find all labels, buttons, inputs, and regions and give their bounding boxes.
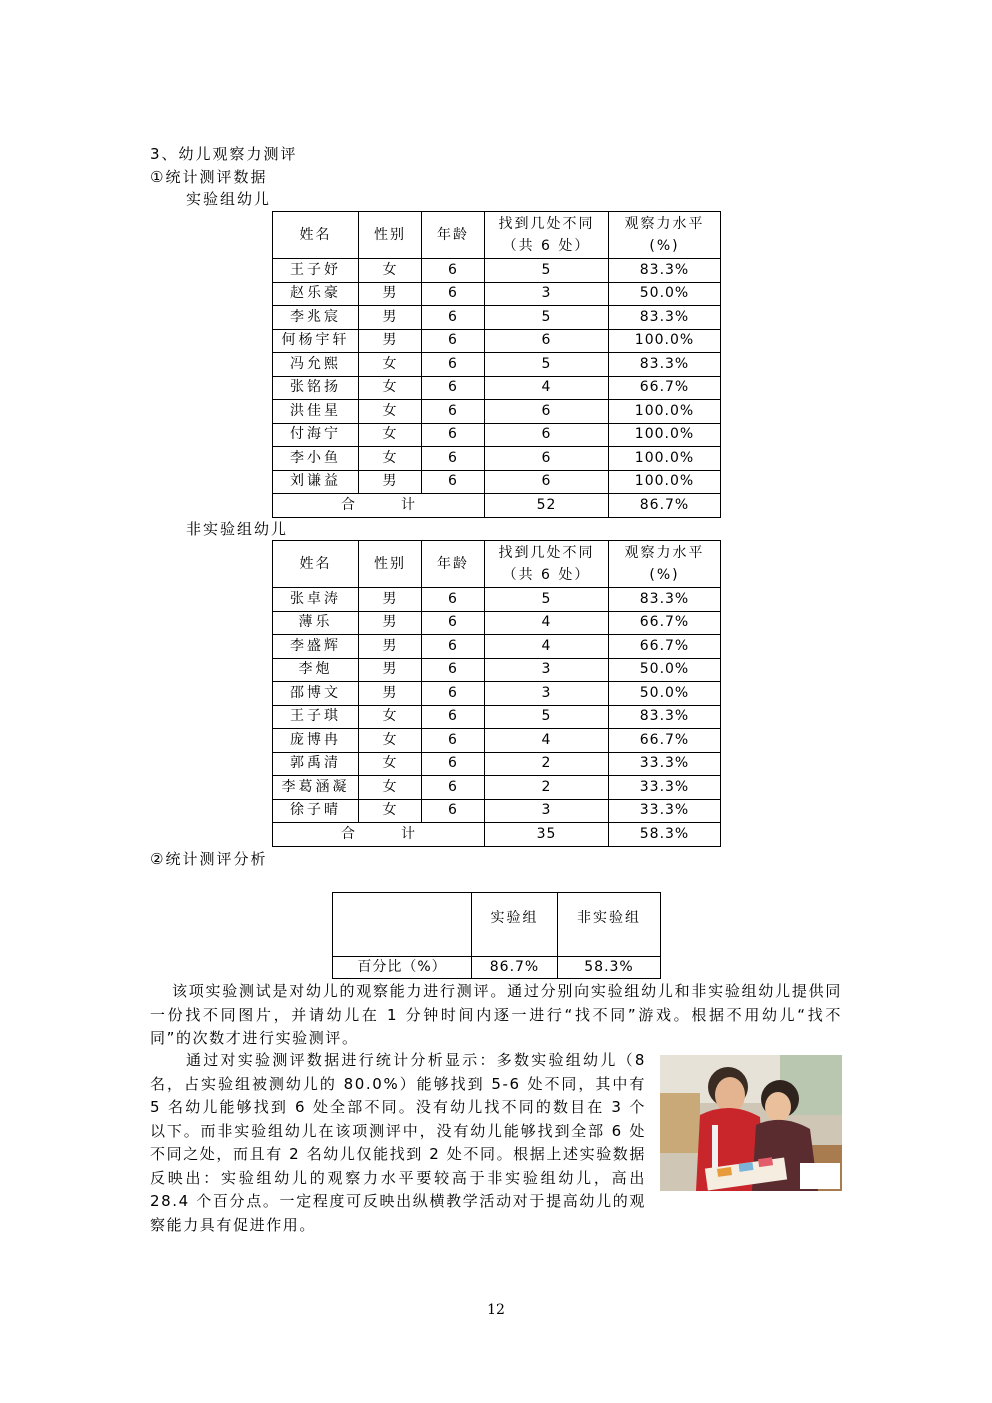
header-found: 找到几处不同 （共 6 处） bbox=[485, 541, 609, 588]
cell-name: 张铭扬 bbox=[273, 376, 359, 400]
cell-name: 何杨宇轩 bbox=[273, 329, 359, 353]
table-row bbox=[273, 259, 721, 283]
header-found: 找到几处不同 （共 6 处） bbox=[485, 212, 609, 259]
header-level: 观察力水平 (%) bbox=[609, 212, 721, 259]
cell-age: 6 bbox=[422, 282, 485, 306]
cell-gender: 女 bbox=[359, 729, 422, 753]
cell-found: 5 bbox=[485, 259, 609, 283]
sub-heading-data: ①统计测评数据 bbox=[150, 168, 268, 186]
summary-row-label: 百分比（%） bbox=[333, 957, 472, 979]
cell-name: 邵博文 bbox=[273, 682, 359, 706]
cell-gender: 男 bbox=[359, 306, 422, 330]
summary-value-experimental: 86.7% bbox=[472, 957, 558, 979]
cell-level: 66.7% bbox=[609, 376, 721, 400]
cell-name: 李葛涵凝 bbox=[273, 776, 359, 800]
cell-level: 50.0% bbox=[609, 282, 721, 306]
cell-age: 6 bbox=[422, 776, 485, 800]
table-row bbox=[273, 682, 721, 706]
table-row bbox=[273, 400, 721, 424]
cell-gender: 女 bbox=[359, 423, 422, 447]
table-row bbox=[273, 752, 721, 776]
cell-gender: 女 bbox=[359, 259, 422, 283]
total-level: 58.3% bbox=[609, 823, 721, 847]
table-row bbox=[273, 329, 721, 353]
cell-age: 6 bbox=[422, 423, 485, 447]
experimental-group-table bbox=[272, 211, 721, 518]
cell-found: 6 bbox=[485, 400, 609, 424]
cell-found: 2 bbox=[485, 752, 609, 776]
cell-found: 2 bbox=[485, 776, 609, 800]
header-name: 姓名 bbox=[273, 541, 359, 588]
table-row bbox=[273, 729, 721, 753]
table-row bbox=[273, 799, 721, 823]
cell-gender: 男 bbox=[359, 588, 422, 612]
table-row bbox=[273, 658, 721, 682]
cell-level: 100.0% bbox=[609, 400, 721, 424]
cell-level: 66.7% bbox=[609, 611, 721, 635]
cell-gender: 男 bbox=[359, 658, 422, 682]
cell-name: 付海宁 bbox=[273, 423, 359, 447]
cell-level: 83.3% bbox=[609, 259, 721, 283]
cell-level: 66.7% bbox=[609, 729, 721, 753]
table-row bbox=[273, 705, 721, 729]
cell-name: 王子琪 bbox=[273, 705, 359, 729]
summary-table bbox=[332, 892, 661, 979]
summary-header-experimental: 实验组 bbox=[472, 893, 558, 957]
cell-found: 3 bbox=[485, 282, 609, 306]
cell-name: 李炮 bbox=[273, 658, 359, 682]
header-gender: 性别 bbox=[359, 212, 422, 259]
section-heading: 3、幼儿观察力测评 bbox=[150, 145, 298, 163]
cell-gender: 男 bbox=[359, 635, 422, 659]
table-header-row bbox=[273, 212, 721, 259]
cell-name: 张卓涛 bbox=[273, 588, 359, 612]
classroom-photo bbox=[660, 1055, 842, 1191]
cell-age: 6 bbox=[422, 799, 485, 823]
total-label: 合 计 bbox=[273, 823, 485, 847]
cell-found: 5 bbox=[485, 705, 609, 729]
header-age: 年龄 bbox=[422, 541, 485, 588]
cell-age: 6 bbox=[422, 353, 485, 377]
total-label: 合 计 bbox=[273, 494, 485, 518]
cell-level: 100.0% bbox=[609, 470, 721, 494]
summary-value-control: 58.3% bbox=[558, 957, 661, 979]
cell-level: 83.3% bbox=[609, 588, 721, 612]
cell-found: 6 bbox=[485, 447, 609, 471]
cell-found: 4 bbox=[485, 611, 609, 635]
cell-gender: 女 bbox=[359, 799, 422, 823]
table-row bbox=[273, 353, 721, 377]
cell-name: 李小鱼 bbox=[273, 447, 359, 471]
cell-level: 83.3% bbox=[609, 705, 721, 729]
cell-level: 50.0% bbox=[609, 658, 721, 682]
table-row bbox=[273, 306, 721, 330]
paragraph-intro: 该项实验测试是对幼儿的观察能力进行测评。通过分别向实验组幼儿和非实验组幼儿提供同一份找不同图片，并请幼儿在 1 分钟时间内逐一进行“找不同”游戏。根据不用幼儿“找不同”的次数才进行实验测评。 bbox=[150, 982, 842, 1047]
cell-age: 6 bbox=[422, 470, 485, 494]
cell-level: 50.0% bbox=[609, 682, 721, 706]
cell-level: 100.0% bbox=[609, 423, 721, 447]
cell-found: 6 bbox=[485, 423, 609, 447]
cell-found: 6 bbox=[485, 470, 609, 494]
cell-name: 薄乐 bbox=[273, 611, 359, 635]
cell-age: 6 bbox=[422, 752, 485, 776]
cell-name: 刘谦益 bbox=[273, 470, 359, 494]
cell-name: 徐子晴 bbox=[273, 799, 359, 823]
cell-name: 李兆宸 bbox=[273, 306, 359, 330]
cell-level: 83.3% bbox=[609, 306, 721, 330]
table-row bbox=[273, 423, 721, 447]
total-found: 52 bbox=[485, 494, 609, 518]
cell-name: 冯允熙 bbox=[273, 353, 359, 377]
cell-found: 6 bbox=[485, 329, 609, 353]
cell-level: 33.3% bbox=[609, 752, 721, 776]
cell-gender: 男 bbox=[359, 470, 422, 494]
cell-found: 4 bbox=[485, 729, 609, 753]
total-found: 35 bbox=[485, 823, 609, 847]
group-label-experimental: 实验组幼儿 bbox=[186, 190, 272, 208]
classroom-photo-drawing bbox=[660, 1055, 842, 1191]
cell-gender: 女 bbox=[359, 447, 422, 471]
cell-age: 6 bbox=[422, 400, 485, 424]
cell-name: 庞博冉 bbox=[273, 729, 359, 753]
header-level: 观察力水平 (%) bbox=[609, 541, 721, 588]
cell-found: 3 bbox=[485, 799, 609, 823]
cell-level: 33.3% bbox=[609, 799, 721, 823]
cell-gender: 女 bbox=[359, 400, 422, 424]
summary-header-control: 非实验组 bbox=[558, 893, 661, 957]
cell-name: 赵乐豪 bbox=[273, 282, 359, 306]
cell-age: 6 bbox=[422, 376, 485, 400]
cell-level: 33.3% bbox=[609, 776, 721, 800]
cell-name: 郭禹清 bbox=[273, 752, 359, 776]
table-row bbox=[273, 376, 721, 400]
total-level: 86.7% bbox=[609, 494, 721, 518]
group-label-control: 非实验组幼儿 bbox=[186, 520, 289, 538]
cell-level: 83.3% bbox=[609, 353, 721, 377]
cell-name: 王子妤 bbox=[273, 259, 359, 283]
cell-level: 100.0% bbox=[609, 447, 721, 471]
cell-age: 6 bbox=[422, 611, 485, 635]
cell-name: 洪佳星 bbox=[273, 400, 359, 424]
page-number: 12 bbox=[487, 1302, 505, 1318]
table-row bbox=[273, 447, 721, 471]
sub-heading-analysis: ②统计测评分析 bbox=[150, 850, 268, 868]
cell-found: 4 bbox=[485, 376, 609, 400]
table-row bbox=[273, 635, 721, 659]
header-name: 姓名 bbox=[273, 212, 359, 259]
cell-gender: 女 bbox=[359, 353, 422, 377]
cell-found: 5 bbox=[485, 306, 609, 330]
cell-level: 100.0% bbox=[609, 329, 721, 353]
summary-corner-cell bbox=[333, 893, 472, 957]
cell-age: 6 bbox=[422, 635, 485, 659]
cell-found: 5 bbox=[485, 353, 609, 377]
cell-gender: 女 bbox=[359, 752, 422, 776]
cell-gender: 女 bbox=[359, 376, 422, 400]
cell-level: 66.7% bbox=[609, 635, 721, 659]
cell-age: 6 bbox=[422, 588, 485, 612]
control-group-table bbox=[272, 540, 721, 847]
cell-gender: 男 bbox=[359, 611, 422, 635]
table-total-row bbox=[273, 823, 721, 847]
cell-age: 6 bbox=[422, 447, 485, 471]
cell-age: 6 bbox=[422, 682, 485, 706]
header-age: 年龄 bbox=[422, 212, 485, 259]
cell-found: 4 bbox=[485, 635, 609, 659]
table-row bbox=[273, 776, 721, 800]
cell-gender: 男 bbox=[359, 682, 422, 706]
cell-age: 6 bbox=[422, 306, 485, 330]
cell-gender: 女 bbox=[359, 705, 422, 729]
cell-found: 5 bbox=[485, 588, 609, 612]
table-row bbox=[273, 588, 721, 612]
cell-age: 6 bbox=[422, 705, 485, 729]
paragraph-analysis: 通过对实验测评数据进行统计分析显示：多数实验组幼儿（8 名，占实验组被测幼儿的 80.0%）能够找到 5-6 处不同，其中有 5 名幼儿能够找到 6 处全部不同。没有幼儿找不同的数目在 3 个以下。而非实验组幼儿在该项测评中，没有幼儿能够找到全部 6 处不同之处，而且有 2 名幼儿仅能找到 2 处不同。根据上述实验数据反映出：实验组幼儿的观察力水平要较高于非实验组幼儿，高出 28.4 个百分点。一定程度可反映出纵横教学活动对于提高幼儿的观察能力具有促进作用。 bbox=[150, 1051, 646, 1234]
table-row bbox=[273, 611, 721, 635]
header-gender: 性别 bbox=[359, 541, 422, 588]
cell-age: 6 bbox=[422, 329, 485, 353]
cell-age: 6 bbox=[422, 259, 485, 283]
cell-found: 3 bbox=[485, 682, 609, 706]
table-row bbox=[273, 282, 721, 306]
table-row bbox=[273, 470, 721, 494]
cell-name: 李盛辉 bbox=[273, 635, 359, 659]
cell-age: 6 bbox=[422, 658, 485, 682]
cell-age: 6 bbox=[422, 729, 485, 753]
cell-gender: 男 bbox=[359, 329, 422, 353]
table-total-row bbox=[273, 494, 721, 518]
cell-found: 3 bbox=[485, 658, 609, 682]
cell-gender: 女 bbox=[359, 776, 422, 800]
cell-gender: 男 bbox=[359, 282, 422, 306]
table-header-row bbox=[273, 541, 721, 588]
